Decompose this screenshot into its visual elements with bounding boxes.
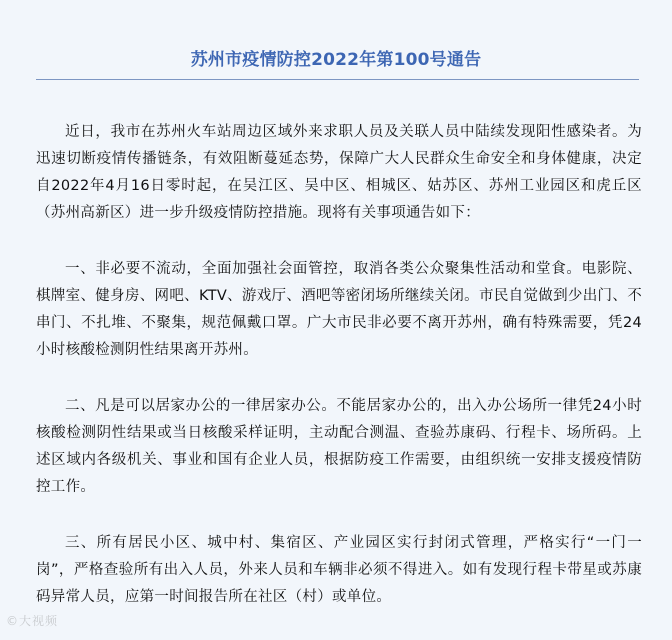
title-divider xyxy=(36,79,639,80)
intro-paragraph: 近日，我市在苏州火车站周边区域外来求职人员及关联人员中陆续发现阳性感染者。为迅速切断疫情传播链条，有效阻断蔓延态势，保障广大人民群众生命安全和身体健康，决定自2022年4月16日零时起，在吴江区、吴中区、相城区、姑苏区、苏州工业园区和虎丘区（苏州高新区）进一步升级疫情防控措施。现将有关事项通告如下： xyxy=(36,124,642,221)
watermark: ©大视频 xyxy=(6,614,59,628)
item-2-paragraph: 二、凡是可以居家办公的一律居家办公。不能居家办公的，出入办公场所一律凭24小时核酸检测阴性结果或当日核酸采样证明，主动配合测温、查验苏康码、行程卡、场所码。上述区域内各级机关、事业和国有企业人员，根据防疫工作需要，由组织统一安排支援疫情防控工作。 xyxy=(36,398,642,495)
notice-title: 苏州市疫情防控2022年第100号通告 xyxy=(190,50,482,70)
item-1-paragraph: 一、非必要不流动，全面加强社会面管控，取消各类公众聚集性活动和堂食。电影院、棋牌室、健身房、网吧、KTV、游戏厅、酒吧等密闭场所继续关闭。市民自觉做到少出门、不串门、不扎堆、不聚集，规范佩戴口罩。广大市民非必要不离开苏州，确有特殊需要，凭24小时核酸检测阴性结果离开苏州。 xyxy=(36,261,642,358)
item-3-paragraph: 三、所有居民小区、城中村、集宿区、产业园区实行封闭式管理，严格实行“一门一岗”，严格查验所有出入人员，外来人员和车辆非必须不得进入。如有发现行程卡带星或苏康码异常人员，应第一时间报告所在社区（村）或单位。 xyxy=(36,535,642,605)
notice-body xyxy=(36,119,642,640)
